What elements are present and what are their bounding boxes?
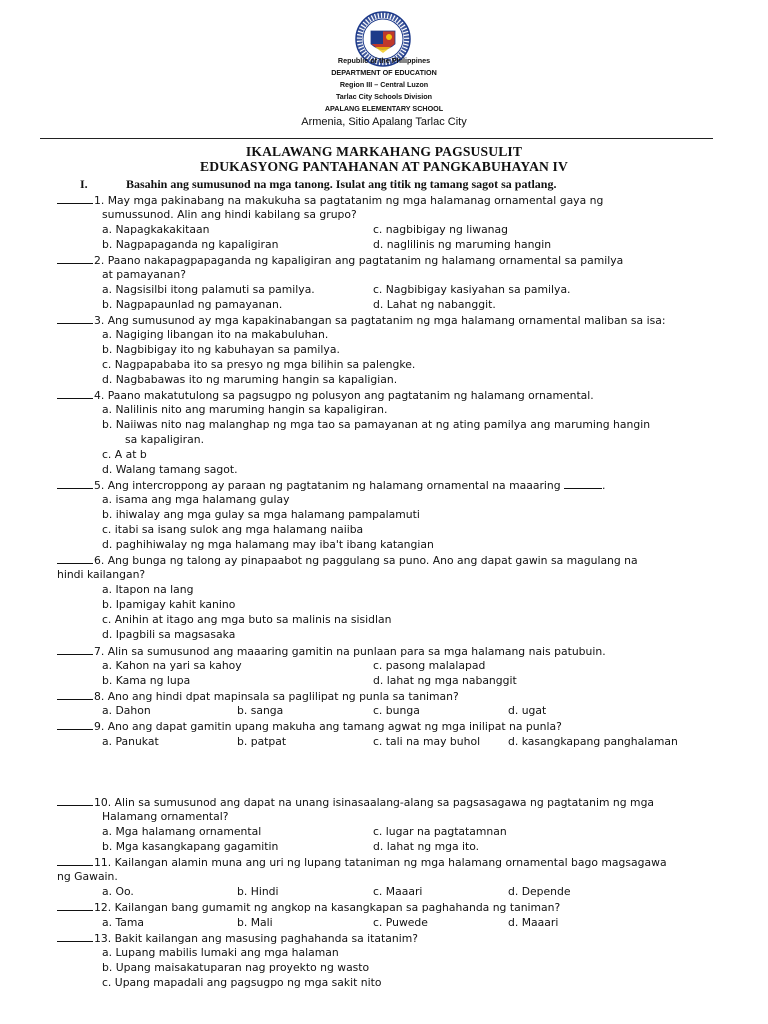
choice-b: b. Mali — [237, 916, 273, 929]
choice-a: a. Napagkakakitaan — [102, 223, 210, 236]
choice-b: b. Kama ng lupa — [102, 674, 191, 687]
choice-c: c. Nagbibigay kasiyahan sa pamilya. — [373, 283, 571, 296]
choice-b: b. Ipamigay kahit kanino — [102, 598, 236, 611]
answer-blank[interactable] — [57, 689, 93, 700]
choice-d: d. naglilinis ng maruming hangin — [373, 238, 552, 251]
question-text: 9. Ano ang dapat gamitin upang makuha ang tamang agwat ng mga inilipat na punla? — [94, 720, 562, 733]
choice-c: c. pasong malalapad — [373, 659, 486, 672]
fill-in-blank — [564, 478, 602, 489]
choice-c: c. itabi sa isang sulok ang mga halamang naiiba — [102, 523, 364, 536]
answer-blank[interactable] — [57, 644, 93, 655]
choice-d: d. Maaari — [508, 916, 559, 929]
answer-blank[interactable] — [57, 855, 93, 866]
choice-a: a. Lupang mabilis lumaki ang mga halaman — [102, 946, 339, 959]
question-11-cont: ng Gawain. — [57, 870, 118, 883]
choice-d: d. kasangkapang panghalaman — [508, 735, 678, 748]
question-11 — [57, 855, 667, 869]
choice-b: b. Upang maisakatuparan nag proyekto ng wasto — [102, 961, 370, 974]
answer-blank[interactable] — [57, 795, 93, 806]
question-8 — [57, 689, 459, 703]
answer-blank[interactable] — [57, 313, 93, 324]
choice-b: b. Nagpapaganda ng kapaligiran — [102, 238, 279, 251]
choice-c: c. Upang mapadali ang pagsugpo ng mga sakit nito — [102, 976, 382, 989]
question-5 — [57, 478, 605, 492]
question-end: . — [602, 479, 606, 492]
question-6 — [57, 553, 638, 567]
choice-d: d. lahat ng mga nabanggit — [373, 674, 517, 687]
choice-c: c. Anihin at itago ang mga buto sa malinis na sisidlan — [102, 613, 392, 626]
question-13 — [57, 931, 418, 945]
question-12 — [57, 900, 560, 914]
subject-title: EDUKASYONG PANTAHANAN AT PANGKABUHAYAN IV — [200, 159, 568, 174]
choice-b: b. Nagbibigay ito ng kabuhayan sa pamilya. — [102, 343, 340, 356]
header-department: DEPARTMENT OF EDUCATION — [331, 68, 437, 77]
directions-text: Basahin ang sumusunod na mga tanong. Isulat ang titik ng tamang sagot sa patlang. — [126, 177, 557, 191]
choice-b: b. patpat — [237, 735, 287, 748]
choice-d: d. paghihiwalay ng mga halamang may iba't ibang katangian — [102, 538, 434, 551]
question-text: 3. Ang sumusunod ay mga kapakinabangan sa pagtatanim ng mga halamang ornamental maliban sa isa: — [94, 314, 666, 327]
question-3 — [57, 313, 665, 327]
choice-b: b. sanga — [237, 704, 284, 717]
question-10-cont: Halamang ornamental? — [102, 810, 229, 823]
question-text: 4. Paano makatutulong sa pagsugpo ng polusyon ang pagtatanim ng halamang ornamental. — [94, 389, 594, 402]
header-divider — [40, 138, 713, 139]
answer-blank[interactable] — [57, 388, 93, 399]
answer-blank[interactable] — [57, 193, 93, 204]
answer-blank[interactable] — [57, 719, 93, 730]
section-number: I. — [80, 177, 88, 191]
choice-c: c. tali na may buhol — [373, 735, 481, 748]
choice-b: b. Hindi — [237, 885, 279, 898]
question-text: 2. Paano nakapagpapaganda ng kapaligiran ang pagtatanim ng halamang ornamental sa pamilya — [94, 254, 624, 267]
question-text: 8. Ano ang hindi dpat mapinsala sa paglilipat ng punla sa taniman? — [94, 690, 459, 703]
choice-b-cont: sa kapaligiran. — [125, 433, 205, 446]
question-text: 11. Kailangan alamin muna ang uri ng lupang tataniman ng mga halamang ornamental bago magsagawa — [94, 856, 667, 869]
question-text: 13. Bakit kailangan ang masusing paghahanda sa itatanim? — [94, 932, 418, 945]
question-7 — [57, 644, 606, 658]
header-division: Tarlac City Schools Division — [335, 92, 433, 101]
choice-a: a. Panukat — [102, 735, 159, 748]
question-6-cont: hindi kailangan? — [57, 568, 146, 581]
choice-a: a. Nagsisilbi itong palamuti sa pamilya. — [102, 283, 315, 296]
choice-b: b. Mga kasangkapang gagamitin — [102, 840, 279, 853]
question-10 — [57, 795, 654, 809]
choice-d: d. Ipagbili sa magsasaka — [102, 628, 236, 641]
choice-a: a. Kahon na yari sa kahoy — [102, 659, 242, 672]
choice-a: a. isama ang mga halamang gulay — [102, 493, 290, 506]
answer-blank[interactable] — [57, 931, 93, 942]
question-4 — [57, 388, 594, 402]
question-2 — [57, 253, 623, 267]
question-1 — [57, 193, 603, 207]
question-text: 12. Kailangan bang gumamit ng angkop na kasangkapan sa paghahanda ng taniman? — [94, 901, 561, 914]
header-school: APALANG ELEMENTARY SCHOOL — [324, 104, 444, 113]
header-republic: Republic of the Philippines — [337, 56, 431, 65]
choice-d: d. Lahat ng nabanggit. — [373, 298, 496, 311]
choice-d: d. Nagbabawas ito ng maruming hangin sa kapaligian. — [102, 373, 398, 386]
choice-c: c. Nagpapababa ito sa presyo ng mga bilihin sa palengke. — [102, 358, 416, 371]
header-region: Region III – Central Luzon — [339, 80, 429, 89]
choice-d: d. lahat ng mga ito. — [373, 840, 480, 853]
choice-b: b. ihiwalay ang mga gulay sa mga halamang pampalamuti — [102, 508, 420, 521]
choice-c: c. bunga — [373, 704, 420, 717]
question-1-cont: sumussunod. Alin ang hindi kabilang sa grupo? — [102, 208, 357, 221]
choice-c: c. Maaari — [373, 885, 423, 898]
choice-c: c. nagbibigay ng liwanag — [373, 223, 508, 236]
question-text: 6. Ang bunga ng talong ay pinapaabot ng paggulang sa puno. Ano ang dapat gawin sa magulang na — [94, 554, 638, 567]
question-text: 1. May mga pakinabang na makukuha sa pagtatanim ng mga halamanag ornamental gaya ng — [94, 194, 604, 207]
question-9 — [57, 719, 562, 733]
choice-c: c. lugar na pagtatamnan — [373, 825, 507, 838]
choice-a: a. Oo. — [102, 885, 134, 898]
question-text: 10. Alin sa sumusunod ang dapat na unang isinasaalang-alang sa pagsasagawa ng pagtatanim ng mga — [94, 796, 655, 809]
question-text: 5. Ang intercroppong ay paraan ng pagtatanim ng halamang ornamental na maaaring — [94, 479, 561, 492]
question-text: 7. Alin sa sumusunod ang maaaring gamitin na punlaan para sa mga halamang nais patubuin. — [94, 645, 606, 658]
choice-d: d. Depende — [508, 885, 571, 898]
answer-blank[interactable] — [57, 253, 93, 264]
answer-blank[interactable] — [57, 900, 93, 911]
choice-c: c. Puwede — [373, 916, 428, 929]
choice-d: d. Walang tamang sagot. — [102, 463, 238, 476]
choice-b: b. Naiiwas nito nag malanghap ng mga tao sa pamayanan at ng ating pamilya ang maruming hangin — [102, 418, 651, 431]
choice-b: b. Nagpapaunlad ng pamayanan. — [102, 298, 283, 311]
answer-blank[interactable] — [57, 478, 93, 489]
answer-blank[interactable] — [57, 553, 93, 564]
choice-a: a. Tama — [102, 916, 145, 929]
choice-a: a. Itapon na lang — [102, 583, 194, 596]
choice-a: a. Dahon — [102, 704, 151, 717]
choice-a: a. Nalilinis nito ang maruming hangin sa kapaligiran. — [102, 403, 388, 416]
choice-a: a. Mga halamang ornamental — [102, 825, 262, 838]
header-address: Armenia, Sitio Apalang Tarlac City — [301, 116, 467, 128]
choice-d: d. ugat — [508, 704, 547, 717]
exam-title: IKALAWANG MARKAHANG PAGSUSULIT — [245, 144, 523, 159]
choice-a: a. Nagiging libangan ito na makabuluhan. — [102, 328, 329, 341]
question-2-cont: at pamayanan? — [102, 268, 186, 281]
choice-c: c. A at b — [102, 448, 147, 461]
